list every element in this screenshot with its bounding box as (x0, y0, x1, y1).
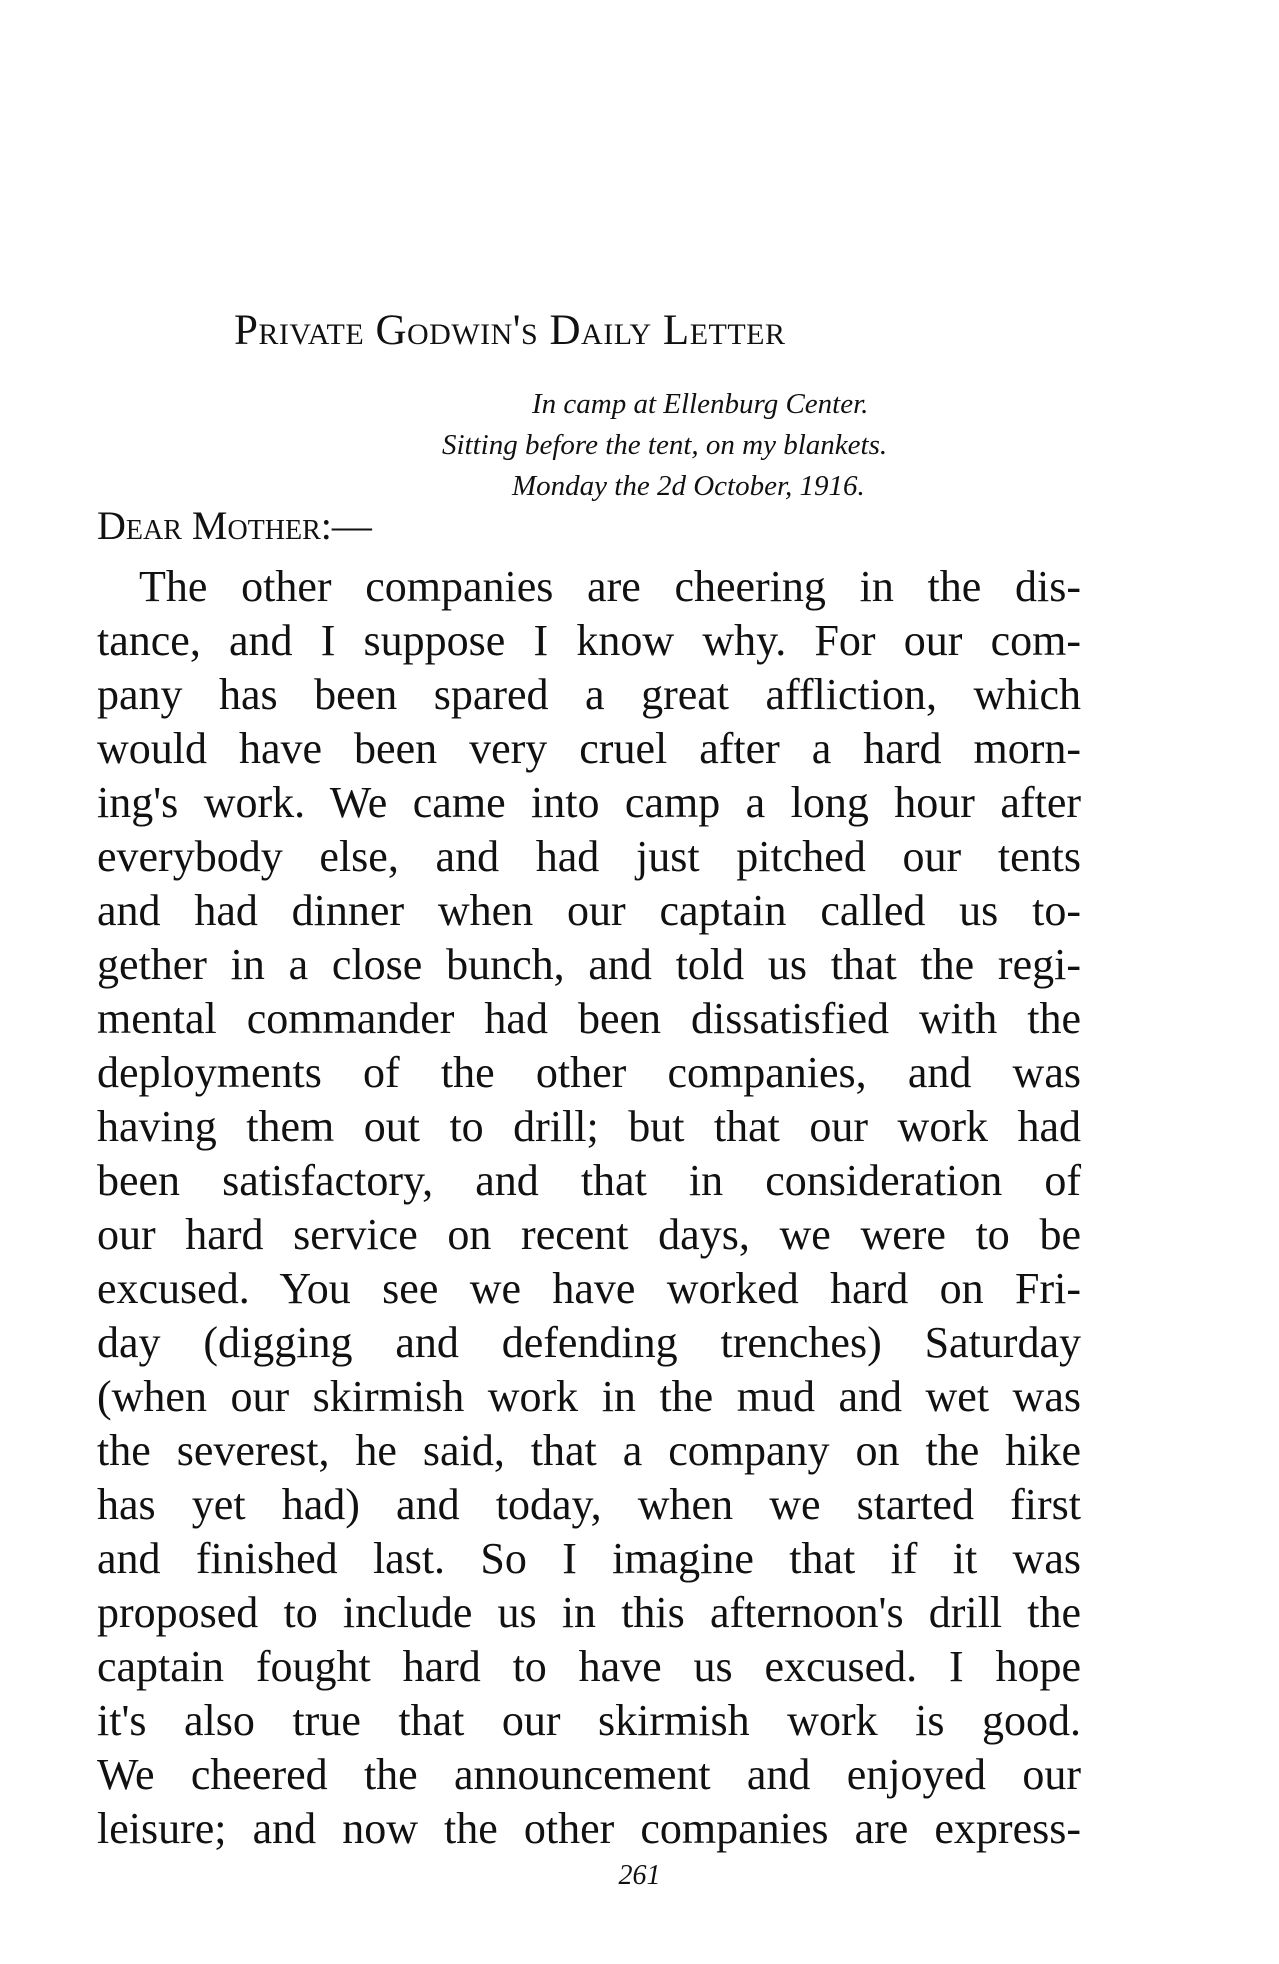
text-line: day (digging and defending trenches) Saturday (97, 1318, 1081, 1367)
text-line: having them out to drill; but that our work had (97, 1102, 1081, 1151)
text-line: the severest, he said, that a company on the hike (97, 1426, 1081, 1475)
dateline (420, 384, 1060, 507)
page-number: 261 (618, 1860, 661, 1891)
text-line: our hard service on recent days, we were to be (97, 1210, 1081, 1259)
text-line: (when our skirmish work in the mud and wet was (97, 1372, 1081, 1421)
text-line: leisure; and now the other companies are express- (97, 1804, 1081, 1853)
text-line: and had dinner when our captain called us to- (97, 886, 1081, 935)
text-line: proposed to include us in this afternoon's drill the (97, 1588, 1081, 1637)
text-line: everybody else, and had just pitched our tents (97, 832, 1081, 881)
salutation: Dear Mother:— (97, 503, 372, 548)
text-line: ing's work. We came into camp a long hour after (97, 778, 1081, 827)
text-line: captain fought hard to have us excused. I hope (97, 1642, 1081, 1691)
text-line: The other companies are cheering in the dis- (139, 562, 1081, 611)
dateline-situation: Sitting before the tent, on my blankets. (442, 429, 888, 461)
text-line: mental commander had been dissatisfied with the (97, 994, 1081, 1043)
text-line: We cheered the announcement and enjoyed our (97, 1750, 1081, 1799)
text-line: would have been very cruel after a hard morn- (97, 724, 1081, 773)
text-line: tance, and I suppose I know why. For our com- (97, 616, 1081, 665)
text-line: excused. You see we have worked hard on Fri- (97, 1264, 1081, 1313)
letter-body (97, 560, 1081, 1856)
text-line: it's also true that our skirmish work is good. (97, 1696, 1081, 1745)
text-line: pany has been spared a great affliction, which (97, 670, 1081, 719)
running-head: Private Godwin's Daily Letter (234, 307, 786, 354)
dateline-date: Monday the 2d October, 1916. (512, 470, 865, 502)
text-line: has yet had) and today, when we started first (97, 1480, 1081, 1529)
text-line: been satisfactory, and that in consideration of (97, 1156, 1081, 1205)
text-line: and finished last. So I imagine that if it was (97, 1534, 1081, 1583)
text-line: deployments of the other companies, and was (97, 1048, 1081, 1097)
text-line: gether in a close bunch, and told us that the regi- (97, 940, 1081, 989)
dateline-place: In camp at Ellenburg Center. (532, 388, 869, 420)
